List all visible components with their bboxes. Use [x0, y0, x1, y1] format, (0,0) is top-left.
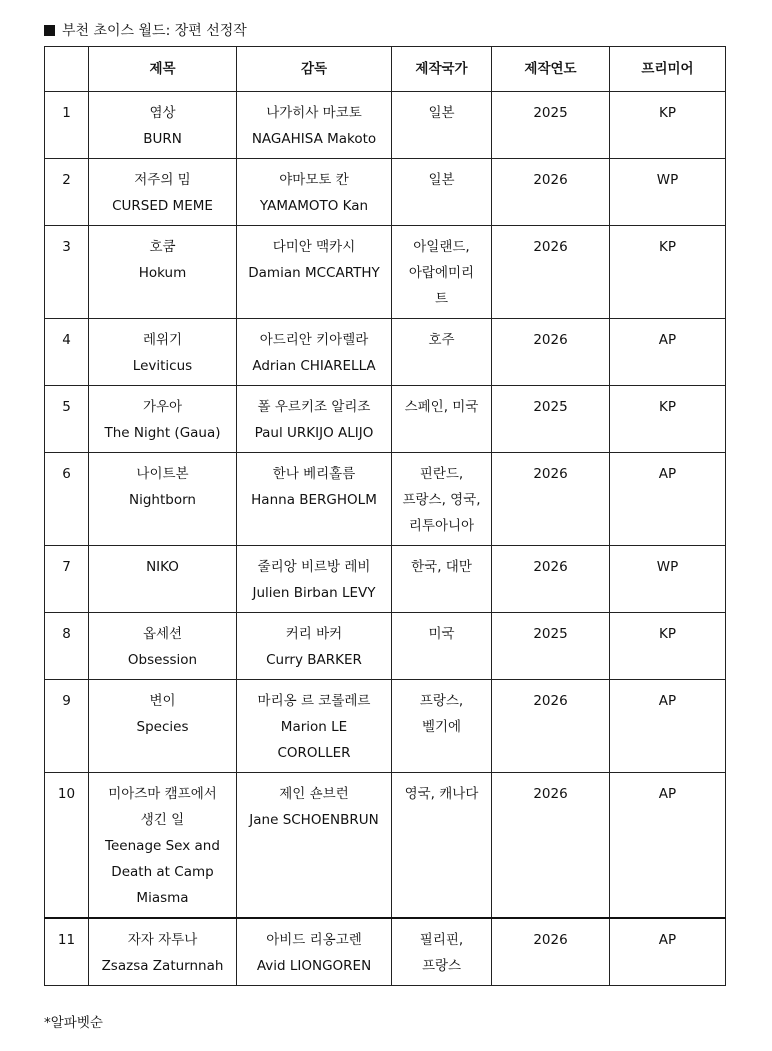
cell-country [392, 226, 492, 319]
cell-country [392, 680, 492, 773]
cell-premiere: AP [610, 773, 726, 919]
cell-year: 2026 [492, 918, 610, 986]
cell-director-line: NAGAHISA Makoto [251, 131, 377, 147]
cell-country [392, 453, 492, 546]
cell-no: 3 [45, 226, 89, 319]
cell-director [237, 546, 392, 613]
cell-year: 2025 [492, 92, 610, 159]
table-row [45, 92, 726, 159]
cell-title-line: 호쿰 [149, 239, 176, 255]
cell-director-line: COROLLER [277, 745, 351, 761]
header-title: 제목 [89, 47, 237, 92]
cell-director-line: Jane SCHOENBRUN [249, 812, 379, 828]
cell-country-line: 스페인, 미국 [404, 399, 479, 415]
cell-premiere: AP [610, 319, 726, 386]
cell-year: 2026 [492, 453, 610, 546]
cell-director-line: YAMAMOTO Kan [259, 198, 369, 214]
cell-director-line: 제인 숀브런 [279, 786, 349, 802]
cell-country [392, 319, 492, 386]
cell-director-line: 아드리안 키아렐라 [259, 332, 369, 348]
table-row [45, 613, 726, 680]
cell-year: 2026 [492, 680, 610, 773]
cell-director [237, 773, 392, 919]
cell-director-line: Julien Birban LEVY [252, 585, 376, 601]
table-row [45, 680, 726, 773]
cell-country-line: 프랑스, [419, 693, 464, 709]
cell-title [89, 226, 237, 319]
square-bullet-icon [44, 25, 55, 36]
cell-director-line: 커리 바커 [285, 626, 343, 642]
cell-title-line: Hokum [138, 265, 187, 281]
table-row [45, 386, 726, 453]
header-year: 제작연도 [492, 47, 610, 92]
cell-title-line: 생긴 일 [140, 812, 185, 828]
cell-title [89, 92, 237, 159]
cell-title [89, 773, 237, 919]
cell-title-line: 미아즈마 캠프에서 [108, 786, 217, 802]
cell-country [392, 773, 492, 919]
cell-premiere: AP [610, 918, 726, 986]
cell-title-line: 나이트본 [136, 466, 189, 482]
cell-director [237, 613, 392, 680]
cell-country-line: 아일랜드, [413, 239, 470, 255]
table-row [45, 546, 726, 613]
header-director: 감독 [237, 47, 392, 92]
cell-country-line: 프랑스 [421, 958, 462, 974]
cell-no: 8 [45, 613, 89, 680]
cell-director-line: Avid LIONGOREN [256, 958, 372, 974]
cell-title-line: Leviticus [132, 358, 193, 374]
cell-director-line: 줄리앙 비르방 레비 [257, 559, 371, 575]
cell-title-line: 자자 자투나 [127, 932, 198, 948]
cell-premiere: WP [610, 546, 726, 613]
cell-title [89, 453, 237, 546]
cell-director [237, 319, 392, 386]
cell-year: 2026 [492, 159, 610, 226]
cell-title-line: Death at Camp [111, 864, 214, 880]
cell-director-line: Adrian CHIARELLA [252, 358, 376, 374]
cell-country-line: 일본 [428, 172, 455, 188]
cell-director [237, 453, 392, 546]
cell-director-line: 나가히사 마코토 [266, 105, 362, 121]
cell-director-line: 아비드 리옹고렌 [266, 932, 362, 948]
header-premiere: 프리미어 [610, 47, 726, 92]
cell-premiere: KP [610, 226, 726, 319]
cell-director [237, 386, 392, 453]
cell-year: 2026 [492, 226, 610, 319]
cell-title-line: 옵세션 [142, 626, 183, 642]
cell-title-line: Teenage Sex and [105, 838, 220, 854]
table-row [45, 773, 726, 919]
cell-director [237, 680, 392, 773]
cell-title [89, 159, 237, 226]
table-row [45, 453, 726, 546]
cell-title [89, 918, 237, 986]
cell-country [392, 159, 492, 226]
cell-country-line: 프랑스, 영국, [402, 492, 481, 508]
cell-country-line: 호주 [428, 332, 455, 348]
cell-year: 2025 [492, 613, 610, 680]
cell-country-line: 핀란드, [419, 466, 464, 482]
cell-year: 2026 [492, 546, 610, 613]
cell-director-line: Hanna BERGHOLM [251, 492, 377, 508]
cell-director-line: Damian MCCARTHY [248, 265, 380, 281]
header-no [45, 47, 89, 92]
cell-no: 2 [45, 159, 89, 226]
cell-title-line: Obsession [127, 652, 198, 668]
cell-year: 2025 [492, 386, 610, 453]
cell-title [89, 680, 237, 773]
cell-no: 9 [45, 680, 89, 773]
cell-country [392, 386, 492, 453]
selection-table [44, 46, 726, 986]
header-country: 제작국가 [392, 47, 492, 92]
cell-country-line: 리투아니아 [408, 518, 475, 534]
cell-country-line: 미국 [428, 626, 455, 642]
cell-no: 10 [45, 773, 89, 919]
cell-title [89, 546, 237, 613]
cell-director [237, 918, 392, 986]
cell-title-line: 가우아 [142, 399, 183, 415]
cell-title [89, 319, 237, 386]
cell-director-line: 마리옹 르 코롤레르 [257, 693, 371, 709]
table-row [45, 226, 726, 319]
cell-director [237, 92, 392, 159]
cell-director-line: 폴 우르키조 알리조 [257, 399, 371, 415]
cell-title [89, 386, 237, 453]
cell-title-line: 레위기 [142, 332, 183, 348]
cell-title-line: The Night (Gaua) [104, 425, 221, 441]
table-row [45, 159, 726, 226]
cell-premiere: AP [610, 453, 726, 546]
footnote: *알파벳순 [44, 1015, 103, 1031]
cell-director-line: 한나 베리홀름 [272, 466, 356, 482]
cell-premiere: WP [610, 159, 726, 226]
cell-director [237, 226, 392, 319]
table-header-row [45, 47, 726, 92]
cell-country-line: 한국, 대만 [411, 559, 472, 575]
table-row [45, 918, 726, 986]
cell-country-line: 일본 [428, 105, 455, 121]
cell-country [392, 918, 492, 986]
cell-director-line: 다미안 맥카시 [272, 239, 356, 255]
cell-no: 11 [45, 918, 89, 986]
cell-title-line: Miasma [136, 890, 189, 906]
cell-title-line: CURSED MEME [112, 198, 213, 214]
cell-country [392, 92, 492, 159]
cell-country-line: 영국, 캐나다 [404, 786, 479, 802]
cell-country-line: 아랍에미리 [408, 265, 475, 281]
cell-year: 2026 [492, 773, 610, 919]
cell-country [392, 546, 492, 613]
cell-director-line: Paul URKIJO ALIJO [254, 425, 374, 441]
cell-country-line: 트 [434, 291, 449, 307]
cell-no: 6 [45, 453, 89, 546]
cell-title [89, 613, 237, 680]
cell-director-line: Marion LE [280, 719, 348, 735]
cell-premiere: KP [610, 386, 726, 453]
cell-director-line: Curry BARKER [266, 652, 362, 668]
cell-year: 2026 [492, 319, 610, 386]
cell-country-line: 벨기에 [421, 719, 462, 735]
heading-text: 부천 초이스 월드: 장편 선정작 [62, 23, 247, 39]
cell-no: 5 [45, 386, 89, 453]
cell-director-line: 야마모토 칸 [279, 172, 349, 188]
cell-title-line: Species [136, 719, 189, 735]
cell-title-line: 염상 [149, 105, 176, 121]
cell-title-line: BURN [143, 131, 182, 147]
section-heading [44, 21, 247, 41]
cell-no: 1 [45, 92, 89, 159]
cell-no: 7 [45, 546, 89, 613]
cell-no: 4 [45, 319, 89, 386]
cell-title-line: NIKO [146, 559, 179, 575]
cell-director [237, 159, 392, 226]
cell-country-line: 필리핀, [419, 932, 464, 948]
cell-premiere: KP [610, 613, 726, 680]
cell-title-line: Zsazsa Zaturnnah [101, 958, 224, 974]
cell-premiere: KP [610, 92, 726, 159]
cell-country [392, 613, 492, 680]
cell-premiere: AP [610, 680, 726, 773]
cell-title-line: Nightborn [129, 492, 196, 508]
cell-title-line: 저주의 밈 [134, 172, 191, 188]
cell-title-line: 변이 [149, 693, 176, 709]
table-row [45, 319, 726, 386]
